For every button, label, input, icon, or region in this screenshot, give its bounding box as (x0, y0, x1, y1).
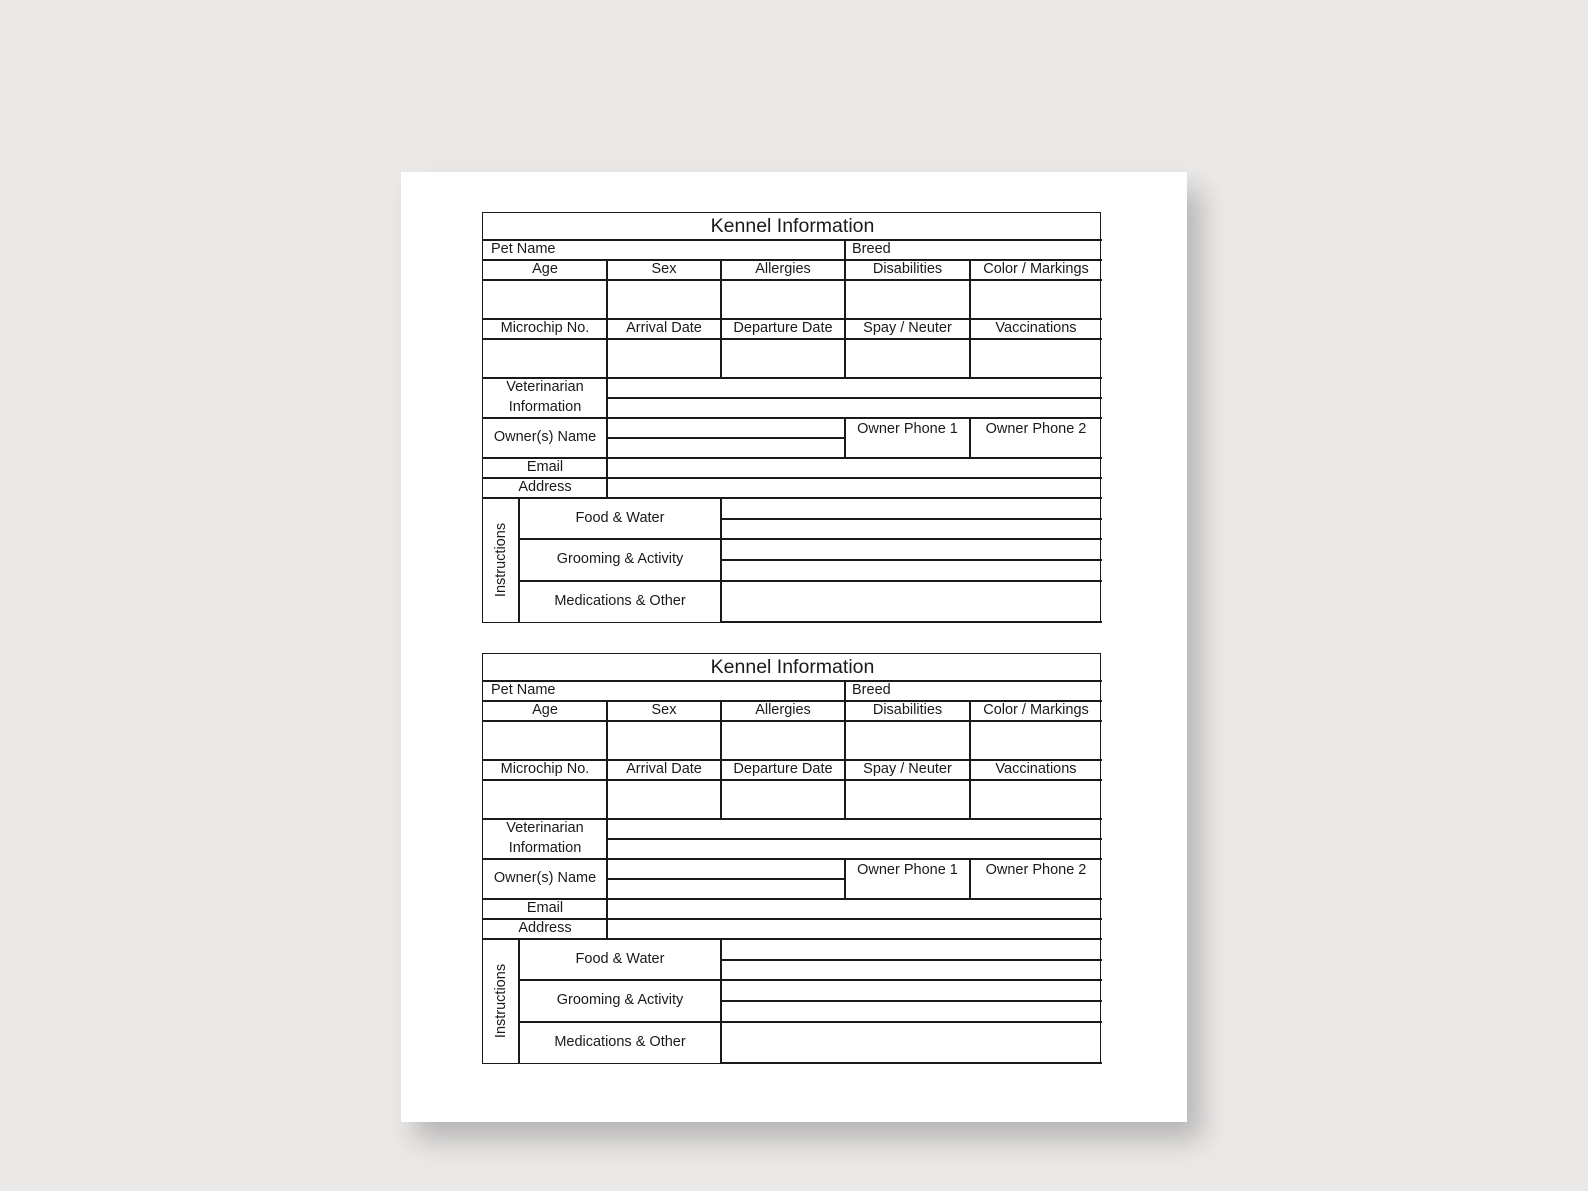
owner-phone-2-label: Owner Phone 2 (985, 862, 1087, 878)
instructions-label: Instructions (493, 522, 509, 598)
pet-name-label: Pet Name (491, 241, 556, 258)
email-field[interactable] (607, 899, 1102, 919)
email-label: Email (526, 900, 564, 917)
rule-line (844, 681, 845, 701)
sex-label: Sex (651, 702, 677, 719)
disabilities-label: Disabilities (872, 261, 943, 278)
form-title: Kennel Information (710, 655, 875, 678)
sex-field[interactable] (607, 721, 721, 760)
medications-other-label: Medications & Other (554, 1033, 686, 1050)
age-field[interactable] (483, 721, 607, 760)
veterinarian-label: Veterinarian (506, 820, 584, 837)
address-label: Address (518, 479, 572, 496)
breed-label: Breed (852, 241, 891, 258)
arrival-date-label: Arrival Date (626, 761, 702, 778)
age-field[interactable] (483, 280, 607, 319)
food-water-field[interactable] (721, 498, 1102, 539)
address-field[interactable] (607, 478, 1102, 498)
microchip-field[interactable] (483, 339, 607, 378)
owner-name-label: Owner(s) Name (493, 870, 597, 887)
owner-phone-1-label: Owner Phone 1 (857, 862, 958, 878)
food-water-label: Food & Water (575, 510, 665, 527)
email-label: Email (526, 459, 564, 476)
medications-other-label: Medications & Other (554, 592, 686, 609)
breed-label: Breed (852, 682, 891, 699)
owner-phone-1-label: Owner Phone 1 (857, 421, 958, 437)
disabilities-label: Disabilities (872, 702, 943, 719)
microchip-label: Microchip No. (500, 761, 590, 778)
email-field[interactable] (607, 458, 1102, 478)
medications-other-field[interactable] (721, 1022, 1102, 1063)
allergies-label: Allergies (755, 261, 811, 278)
vaccinations-label: Vaccinations (995, 761, 1077, 778)
grooming-activity-field[interactable] (721, 980, 1102, 1022)
owner-name-label: Owner(s) Name (493, 429, 597, 446)
address-label: Address (518, 920, 572, 937)
departure-date-label: Departure Date (733, 761, 833, 778)
food-water-field[interactable] (721, 939, 1102, 980)
veterinarian-label: Information (508, 840, 582, 857)
age-label: Age (532, 702, 558, 719)
veterinarian-label: Veterinarian (506, 379, 584, 396)
departure-date-field[interactable] (721, 780, 845, 819)
grooming-activity-field[interactable] (721, 539, 1102, 581)
owner-name-field[interactable] (607, 418, 845, 458)
veterinarian-field[interactable] (607, 378, 1102, 418)
instructions-label: Instructions (493, 963, 509, 1039)
sex-label: Sex (651, 261, 677, 278)
document-page (401, 172, 1187, 1122)
sex-field[interactable] (607, 280, 721, 319)
allergies-field[interactable] (721, 721, 845, 760)
address-field[interactable] (607, 919, 1102, 939)
owner-name-field[interactable] (607, 859, 845, 899)
spay-neuter-label: Spay / Neuter (863, 761, 952, 778)
color-markings-label: Color / Markings (983, 702, 1089, 719)
veterinarian-field[interactable] (607, 819, 1102, 859)
color-markings-field[interactable] (970, 280, 1102, 319)
disabilities-field[interactable] (845, 280, 970, 319)
spay-neuter-field[interactable] (845, 780, 970, 819)
form-title: Kennel Information (710, 214, 875, 237)
microchip-field[interactable] (483, 780, 607, 819)
microchip-label: Microchip No. (500, 320, 590, 337)
departure-date-label: Departure Date (733, 320, 833, 337)
vaccinations-label: Vaccinations (995, 320, 1077, 337)
pet-name-label: Pet Name (491, 682, 556, 699)
color-markings-field[interactable] (970, 721, 1102, 760)
grooming-activity-label: Grooming & Activity (556, 992, 684, 1009)
food-water-label: Food & Water (575, 951, 665, 968)
arrival-date-field[interactable] (607, 339, 721, 378)
vaccinations-field[interactable] (970, 339, 1102, 378)
vaccinations-field[interactable] (970, 780, 1102, 819)
arrival-date-label: Arrival Date (626, 320, 702, 337)
departure-date-field[interactable] (721, 339, 845, 378)
spay-neuter-label: Spay / Neuter (863, 320, 952, 337)
kennel-form-2 (482, 653, 1101, 1064)
veterinarian-label: Information (508, 399, 582, 416)
spay-neuter-field[interactable] (845, 339, 970, 378)
grooming-activity-label: Grooming & Activity (556, 551, 684, 568)
color-markings-label: Color / Markings (983, 261, 1089, 278)
arrival-date-field[interactable] (607, 780, 721, 819)
rule-line (844, 240, 845, 260)
kennel-form-1 (482, 212, 1101, 623)
owner-phone-2-label: Owner Phone 2 (985, 421, 1087, 437)
age-label: Age (532, 261, 558, 278)
allergies-label: Allergies (755, 702, 811, 719)
disabilities-field[interactable] (845, 721, 970, 760)
allergies-field[interactable] (721, 280, 845, 319)
medications-other-field[interactable] (721, 581, 1102, 622)
